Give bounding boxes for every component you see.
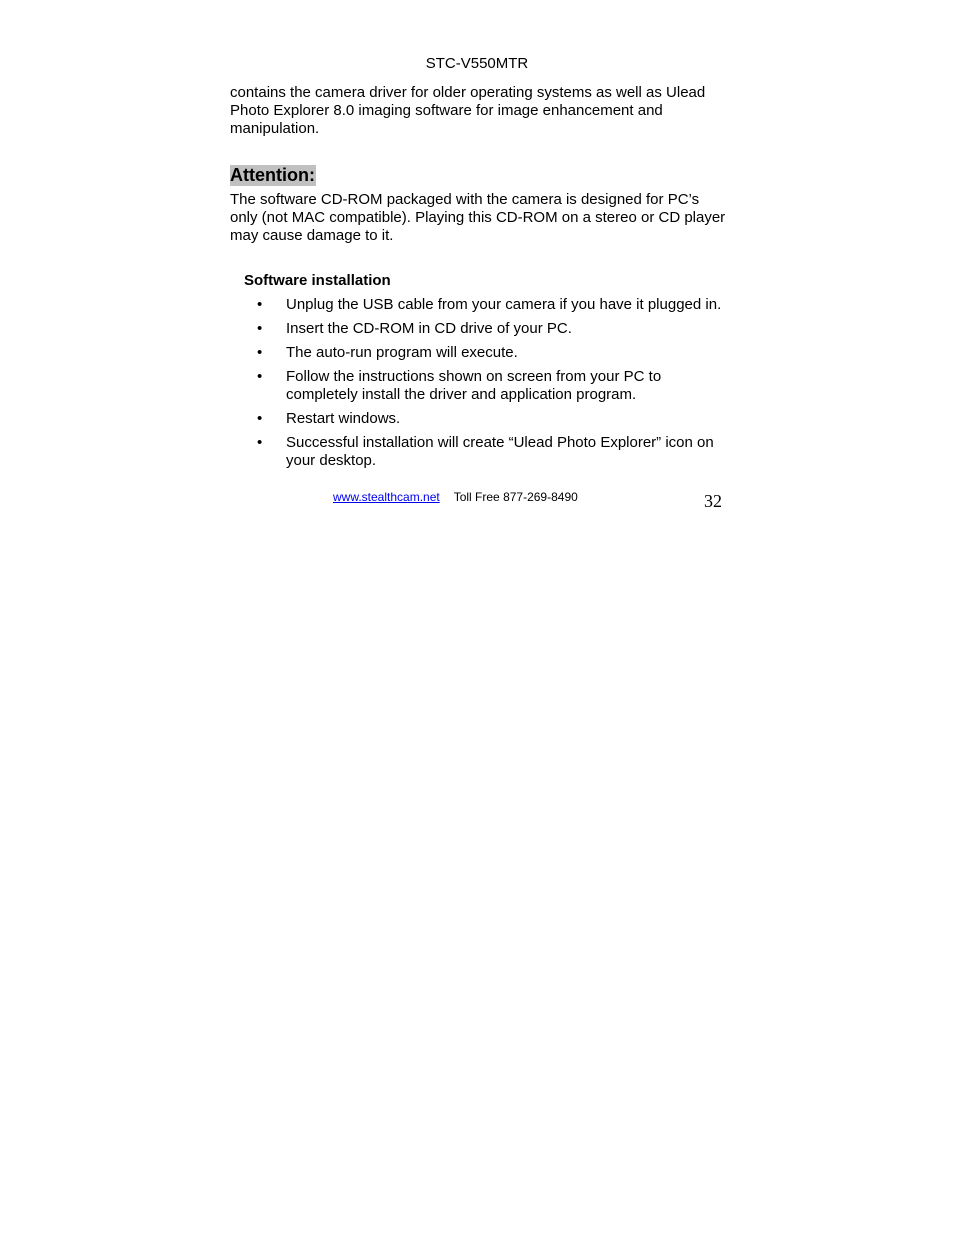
bullet-icon: • bbox=[257, 434, 263, 451]
website-link[interactable]: www.stealthcam.net bbox=[333, 490, 440, 504]
bullet-icon: • bbox=[257, 320, 263, 337]
page-content bbox=[230, 84, 730, 476]
attention-paragraph: The software CD-ROM packaged with the camera is designed for PC’s only (not MAC compatible). Playing this CD-ROM on a stereo or CD player may cause damage to it. bbox=[230, 191, 726, 244]
step-text: The auto-run program will execute. bbox=[286, 344, 518, 361]
attention-heading-wrap bbox=[230, 165, 730, 187]
step-text: Follow the instructions shown on screen from your PC to completely install the driver and application program. bbox=[286, 368, 662, 403]
toll-free-phone: Toll Free 877-269-8490 bbox=[453, 490, 578, 504]
step-text: Restart windows. bbox=[286, 410, 401, 427]
list-item bbox=[230, 368, 726, 404]
step-text: Unplug the USB cable from your camera if you have it plugged in. bbox=[286, 296, 722, 313]
list-item bbox=[230, 344, 726, 362]
step-text: Insert the CD-ROM in CD drive of your PC. bbox=[286, 320, 572, 337]
list-item bbox=[230, 434, 726, 470]
page-header-model: STC-V550MTR bbox=[425, 55, 529, 72]
page-footer bbox=[333, 490, 578, 504]
bullet-icon: • bbox=[257, 344, 263, 361]
bullet-icon: • bbox=[257, 296, 263, 313]
bullet-icon: • bbox=[257, 368, 263, 385]
list-item bbox=[230, 296, 726, 314]
software-installation-title: Software installation bbox=[244, 272, 391, 289]
page-number: 32 bbox=[704, 491, 722, 511]
bullet-icon: • bbox=[257, 410, 263, 427]
list-item bbox=[230, 320, 726, 338]
step-text: Successful installation will create “Ulead Photo Explorer” icon on your desktop. bbox=[286, 434, 714, 469]
attention-heading: Attention: bbox=[230, 165, 315, 185]
installation-steps-list bbox=[230, 296, 730, 470]
list-item bbox=[230, 410, 726, 428]
intro-paragraph: contains the camera driver for older operating systems as well as Ulead Photo Explorer 8.0 imaging software for image enhancement and manipulation. bbox=[230, 84, 706, 137]
